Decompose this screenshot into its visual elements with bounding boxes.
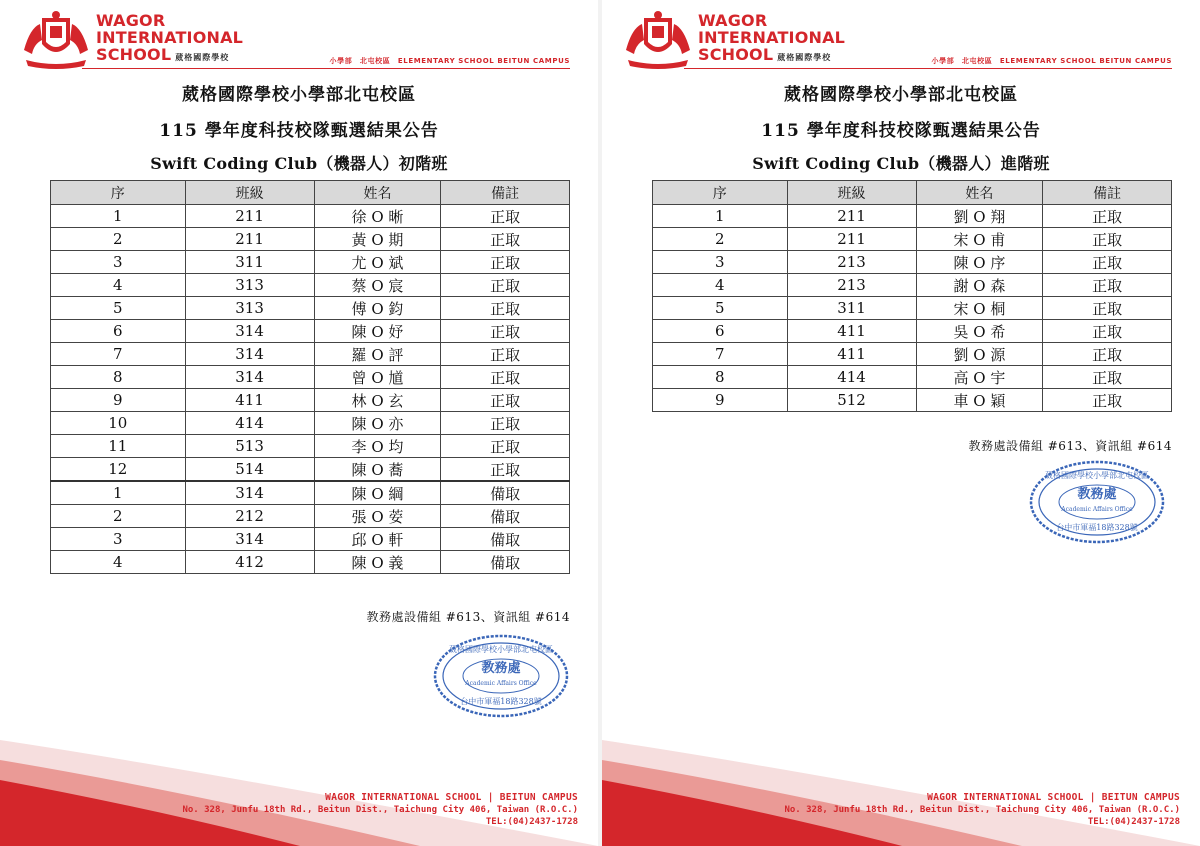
table-row xyxy=(653,389,1172,412)
cell-note: 正取 xyxy=(1043,389,1172,412)
school-wordmark xyxy=(96,12,243,66)
cell-name: 宋 O 甫 xyxy=(916,228,1043,251)
cell-seq: 7 xyxy=(653,343,788,366)
table-row xyxy=(51,505,570,528)
table-row xyxy=(653,366,1172,389)
cell-name: 邱 O 軒 xyxy=(314,528,441,551)
table-row xyxy=(51,389,570,412)
cell-name: 宋 O 桐 xyxy=(916,297,1043,320)
svg-text:教務處: 教務處 xyxy=(481,661,521,676)
table-row xyxy=(653,205,1172,228)
document-subtitle-class: Swift Coding Club（機器人）進階班 xyxy=(752,154,1050,173)
cell-class: 213 xyxy=(787,251,916,274)
footer-phone: TEL:(04)2437-1728 xyxy=(485,817,578,827)
document-page-beginner xyxy=(0,0,598,846)
column-header-seq: 序 xyxy=(51,181,186,205)
cell-seq: 2 xyxy=(51,228,186,251)
footer-address-block xyxy=(182,792,578,828)
table-row xyxy=(653,297,1172,320)
cell-seq: 4 xyxy=(51,274,186,297)
cell-note: 備取 xyxy=(441,481,570,505)
cell-seq: 4 xyxy=(51,551,186,574)
school-logo xyxy=(622,6,846,76)
cell-note: 正取 xyxy=(1043,274,1172,297)
column-header-note: 備註 xyxy=(1043,181,1172,205)
school-name-line3: SCHOOL xyxy=(96,45,172,64)
cell-seq: 8 xyxy=(653,366,788,389)
svg-text:葳格國際學校小學部北屯校區: 葳格國際學校小學部北屯校區 xyxy=(449,645,553,654)
cell-class: 313 xyxy=(185,274,314,297)
cell-seq: 8 xyxy=(51,366,186,389)
cell-class: 313 xyxy=(185,297,314,320)
cell-class: 314 xyxy=(185,343,314,366)
cell-note: 正取 xyxy=(441,205,570,228)
cell-class: 414 xyxy=(185,412,314,435)
cell-seq: 12 xyxy=(51,458,186,482)
campus-tag: 小學部 北屯校區 ELEMENTARY SCHOOL BEITUN CAMPUS xyxy=(931,57,1172,65)
school-name-chinese: 葳格國際學校 xyxy=(777,53,832,62)
cell-name: 李 O 均 xyxy=(314,435,441,458)
table-row xyxy=(653,343,1172,366)
table-row xyxy=(653,251,1172,274)
school-crest-icon xyxy=(20,10,92,72)
cell-class: 211 xyxy=(185,228,314,251)
svg-text:台中市軍福18路328號: 台中市軍福18路328號 xyxy=(460,697,542,706)
cell-name: 陳 O 義 xyxy=(314,551,441,574)
table-row xyxy=(51,551,570,574)
svg-text:Academic Affairs Office: Academic Affairs Office xyxy=(1061,506,1133,513)
cell-class: 414 xyxy=(787,366,916,389)
cell-class: 411 xyxy=(787,343,916,366)
cell-seq: 1 xyxy=(51,205,186,228)
cell-name: 張 O 荌 xyxy=(314,505,441,528)
column-header-note: 備註 xyxy=(441,181,570,205)
cell-seq: 11 xyxy=(51,435,186,458)
cell-note: 正取 xyxy=(441,320,570,343)
cell-class: 314 xyxy=(185,528,314,551)
cell-seq: 7 xyxy=(51,343,186,366)
cell-note: 正取 xyxy=(441,389,570,412)
cell-note: 正取 xyxy=(441,297,570,320)
cell-seq: 5 xyxy=(51,297,186,320)
column-header-name: 姓名 xyxy=(314,181,441,205)
cell-class: 311 xyxy=(787,297,916,320)
column-header-class: 班級 xyxy=(787,181,916,205)
cell-seq: 3 xyxy=(51,251,186,274)
table-row xyxy=(51,481,570,505)
cell-seq: 6 xyxy=(51,320,186,343)
footer-address: No. 328, Junfu 18th Rd., Beitun Dist., Taichung City 406, Taiwan (R.O.C.) xyxy=(182,805,578,815)
cell-note: 正取 xyxy=(1043,366,1172,389)
cell-note: 備取 xyxy=(441,528,570,551)
cell-name: 劉 O 源 xyxy=(916,343,1043,366)
cell-name: 黃 O 期 xyxy=(314,228,441,251)
cell-name: 羅 O 評 xyxy=(314,343,441,366)
document-title-announcement: 115 學年度科技校隊甄選結果公告 xyxy=(159,121,439,141)
table-row xyxy=(51,343,570,366)
document-subtitle-class: Swift Coding Club（機器人）初階班 xyxy=(150,154,448,173)
academic-affairs-stamp xyxy=(1028,460,1166,544)
svg-text:葳格國際學校小學部北屯校區: 葳格國際學校小學部北屯校區 xyxy=(1045,471,1149,480)
cell-name: 高 O 宇 xyxy=(916,366,1043,389)
cell-note: 正取 xyxy=(1043,343,1172,366)
cell-class: 314 xyxy=(185,366,314,389)
table-row xyxy=(51,435,570,458)
cell-note: 正取 xyxy=(441,435,570,458)
svg-text:教務處: 教務處 xyxy=(1077,487,1117,502)
cell-seq: 3 xyxy=(51,528,186,551)
cell-class: 412 xyxy=(185,551,314,574)
cell-seq: 9 xyxy=(51,389,186,412)
cell-name: 尤 O 斌 xyxy=(314,251,441,274)
cell-note: 正取 xyxy=(441,343,570,366)
table-row xyxy=(653,320,1172,343)
school-name-line2: INTERNATIONAL xyxy=(698,28,846,47)
contact-extensions: 教務處設備組 #613、資訊組 #614 xyxy=(968,439,1172,453)
roster-table xyxy=(652,180,1172,412)
cell-class: 211 xyxy=(787,205,916,228)
column-header-class: 班級 xyxy=(185,181,314,205)
header-divider xyxy=(82,68,570,69)
table-row xyxy=(51,251,570,274)
table-row xyxy=(51,228,570,251)
school-crest-icon xyxy=(622,10,694,72)
svg-text:Academic Affairs Office: Academic Affairs Office xyxy=(465,680,537,687)
cell-seq: 3 xyxy=(653,251,788,274)
cell-name: 吳 O 希 xyxy=(916,320,1043,343)
cell-name: 林 O 玄 xyxy=(314,389,441,412)
table-row xyxy=(51,366,570,389)
column-header-name: 姓名 xyxy=(916,181,1043,205)
table-row xyxy=(653,274,1172,297)
table-row xyxy=(51,412,570,435)
contact-extensions: 教務處設備組 #613、資訊組 #614 xyxy=(366,610,570,624)
cell-note: 正取 xyxy=(441,366,570,389)
table-header-row xyxy=(51,181,570,205)
cell-seq: 1 xyxy=(653,205,788,228)
cell-note: 備取 xyxy=(441,505,570,528)
cell-class: 411 xyxy=(185,389,314,412)
school-logo xyxy=(20,6,244,76)
footer-address: No. 328, Junfu 18th Rd., Beitun Dist., Taichung City 406, Taiwan (R.O.C.) xyxy=(784,805,1180,815)
school-name-line3: SCHOOL xyxy=(698,45,774,64)
cell-name: 謝 O 森 xyxy=(916,274,1043,297)
cell-class: 311 xyxy=(185,251,314,274)
document-page-advanced xyxy=(602,0,1200,846)
cell-name: 傅 O 鈞 xyxy=(314,297,441,320)
cell-class: 513 xyxy=(185,435,314,458)
school-name-line1: WAGOR xyxy=(96,11,166,30)
cell-seq: 5 xyxy=(653,297,788,320)
header-divider xyxy=(684,68,1172,69)
cell-name: 陳 O 妤 xyxy=(314,320,441,343)
cell-name: 徐 O 晰 xyxy=(314,205,441,228)
cell-seq: 2 xyxy=(653,228,788,251)
table-header-row xyxy=(653,181,1172,205)
table-row xyxy=(51,528,570,551)
cell-name: 車 O 穎 xyxy=(916,389,1043,412)
cell-class: 411 xyxy=(787,320,916,343)
school-wordmark xyxy=(698,12,845,66)
table-row xyxy=(51,458,570,482)
document-title-school: 葳格國際學校小學部北屯校區 xyxy=(182,85,416,105)
cell-name: 陳 O 綱 xyxy=(314,481,441,505)
cell-seq: 9 xyxy=(653,389,788,412)
cell-note: 正取 xyxy=(1043,205,1172,228)
table-row xyxy=(51,205,570,228)
cell-class: 211 xyxy=(185,205,314,228)
cell-seq: 1 xyxy=(51,481,186,505)
school-name-line2: INTERNATIONAL xyxy=(96,28,244,47)
cell-class: 213 xyxy=(787,274,916,297)
table-row xyxy=(653,228,1172,251)
cell-note: 正取 xyxy=(1043,251,1172,274)
cell-name: 陳 O 亦 xyxy=(314,412,441,435)
cell-seq: 4 xyxy=(653,274,788,297)
cell-name: 曾 O 馗 xyxy=(314,366,441,389)
document-title-school: 葳格國際學校小學部北屯校區 xyxy=(784,85,1018,105)
table-row xyxy=(51,274,570,297)
cell-name: 陳 O 蕎 xyxy=(314,458,441,482)
table-row xyxy=(51,297,570,320)
cell-class: 512 xyxy=(787,389,916,412)
cell-class: 211 xyxy=(787,228,916,251)
cell-note: 正取 xyxy=(441,228,570,251)
cell-class: 514 xyxy=(185,458,314,482)
cell-seq: 10 xyxy=(51,412,186,435)
cell-seq: 2 xyxy=(51,505,186,528)
cell-seq: 6 xyxy=(653,320,788,343)
school-name-chinese: 葳格國際學校 xyxy=(175,53,230,62)
cell-name: 陳 O 序 xyxy=(916,251,1043,274)
cell-note: 正取 xyxy=(441,251,570,274)
cell-note: 正取 xyxy=(441,458,570,482)
cell-note: 正取 xyxy=(1043,320,1172,343)
campus-tag: 小學部 北屯校區 ELEMENTARY SCHOOL BEITUN CAMPUS xyxy=(329,57,570,65)
cell-class: 314 xyxy=(185,481,314,505)
cell-name: 劉 O 翔 xyxy=(916,205,1043,228)
document-title-announcement: 115 學年度科技校隊甄選結果公告 xyxy=(761,121,1041,141)
footer-phone: TEL:(04)2437-1728 xyxy=(1087,817,1180,827)
footer-address-block xyxy=(784,792,1180,828)
cell-class: 314 xyxy=(185,320,314,343)
cell-note: 正取 xyxy=(441,274,570,297)
cell-note: 正取 xyxy=(1043,228,1172,251)
cell-class: 212 xyxy=(185,505,314,528)
footer-school-campus: WAGOR INTERNATIONAL SCHOOL | BEITUN CAMPUS xyxy=(927,792,1180,803)
roster-table xyxy=(50,180,570,574)
svg-text:台中市軍福18路328號: 台中市軍福18路328號 xyxy=(1056,523,1138,532)
cell-note: 正取 xyxy=(441,412,570,435)
column-header-seq: 序 xyxy=(653,181,788,205)
table-row xyxy=(51,320,570,343)
cell-note: 備取 xyxy=(441,551,570,574)
footer-school-campus: WAGOR INTERNATIONAL SCHOOL | BEITUN CAMPUS xyxy=(325,792,578,803)
school-name-line1: WAGOR xyxy=(698,11,768,30)
cell-name: 蔡 O 宸 xyxy=(314,274,441,297)
cell-note: 正取 xyxy=(1043,297,1172,320)
